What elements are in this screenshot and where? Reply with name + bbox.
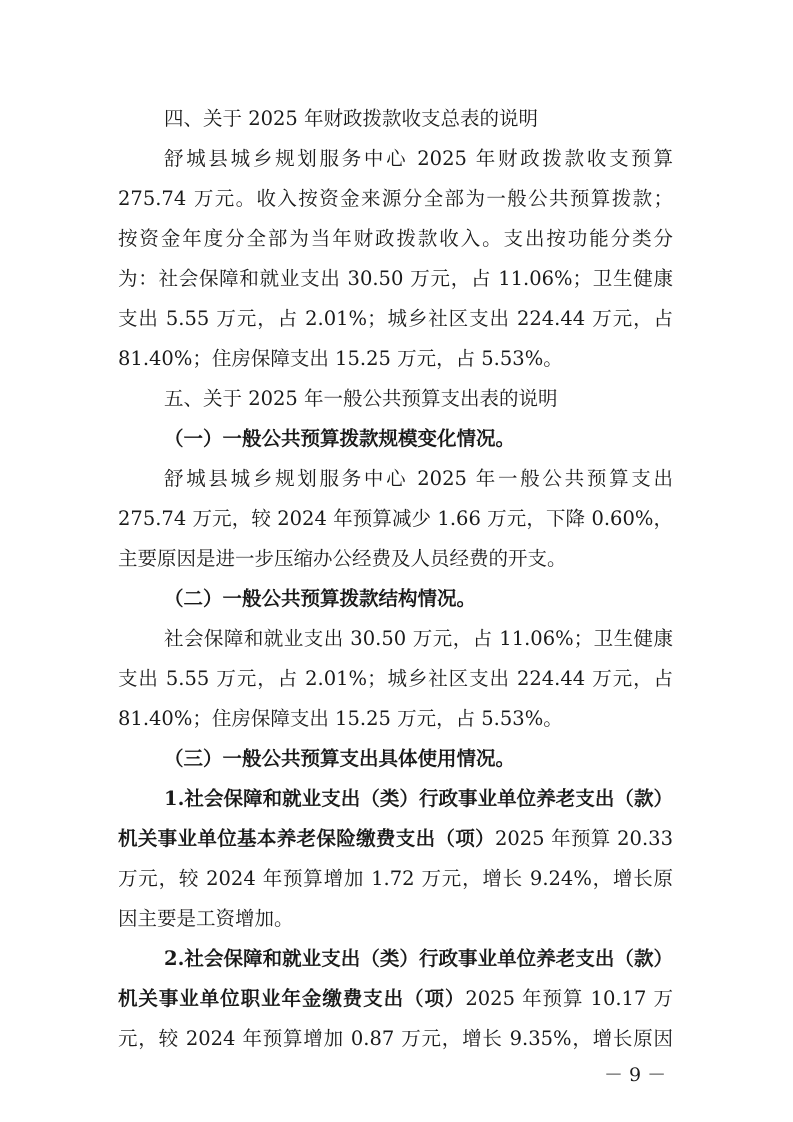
section5-sub2-heading: （二）一般公共预算拨款结构情况。 xyxy=(164,587,477,610)
page-number: － 9 － xyxy=(604,1064,667,1086)
item1-line-2 xyxy=(118,819,673,859)
section4-line-4: 为：社会保障和就业支出 30.50 万元，占 11.06%；卫生健康 xyxy=(118,267,673,290)
item2-line-2-bold: 机关事业单位职业年金缴费支出（项） xyxy=(118,987,466,1010)
section5-sub1-heading: （一）一般公共预算拨款规模变化情况。 xyxy=(164,427,516,450)
section5-sub1-line-3: 主要原因是进一步压缩办公经费及人员经费的开支。 xyxy=(118,547,567,570)
item1-line-4: 因主要是工资增加。 xyxy=(118,907,294,930)
section5-heading: 五、关于 2025 年一般公共预算支出表的说明 xyxy=(164,387,558,410)
section5-sub2-line-1: 社会保障和就业支出 30.50 万元，占 11.06%；卫生健康 xyxy=(164,627,673,650)
item2-line-2-rest: 2025 年预算 10.17 万 xyxy=(465,987,673,1010)
section4-line-3: 按资金年度分全部为当年财政拨款收入。支出按功能分类分 xyxy=(118,227,673,250)
section5-sub1-line-2: 275.74 万元，较 2024 年预算减少 1.66 万元，下降 0.60%， xyxy=(118,507,673,530)
item2-line-2 xyxy=(118,979,673,1019)
section5-sub1-line-1: 舒城县城乡规划服务中心 2025 年一般公共预算支出 xyxy=(164,467,673,490)
item1-line-2-rest: 2025 年预算 20.33 xyxy=(494,827,673,850)
section4-line-5: 支出 5.55 万元，占 2.01%；城乡社区支出 224.44 万元，占 xyxy=(118,307,673,330)
item2-line-3: 元，较 2024 年预算增加 0.87 万元，增长 9.35%，增长原因 xyxy=(118,1027,673,1050)
item2-line-1: 2.社会保障和就业支出（类）行政事业单位养老支出（款） xyxy=(164,947,673,970)
item1-line-3: 万元，较 2024 年预算增加 1.72 万元，增长 9.24%，增长原 xyxy=(118,867,673,890)
item1-line-1: 1.社会保障和就业支出（类）行政事业单位养老支出（款） xyxy=(164,787,673,810)
section4-line-1: 舒城县城乡规划服务中心 2025 年财政拨款收支预算 xyxy=(164,147,673,170)
section4-line-2: 275.74 万元。收入按资金来源分全部为一般公共预算拨款； xyxy=(118,187,673,210)
section5-sub3-heading: （三）一般公共预算支出具体使用情况。 xyxy=(164,747,516,770)
section5-sub2-line-2: 支出 5.55 万元，占 2.01%；城乡社区支出 224.44 万元，占 xyxy=(118,667,673,690)
section4-heading: 四、关于 2025 年财政拨款收支总表的说明 xyxy=(164,107,539,130)
item1-line-2-bold: 机关事业单位基本养老保险缴费支出（项） xyxy=(118,827,495,850)
section5-sub2-line-3: 81.40%；住房保障支出 15.25 万元，占 5.53%。 xyxy=(118,707,563,730)
section4-line-6: 81.40%；住房保障支出 15.25 万元，占 5.53%。 xyxy=(118,347,563,370)
